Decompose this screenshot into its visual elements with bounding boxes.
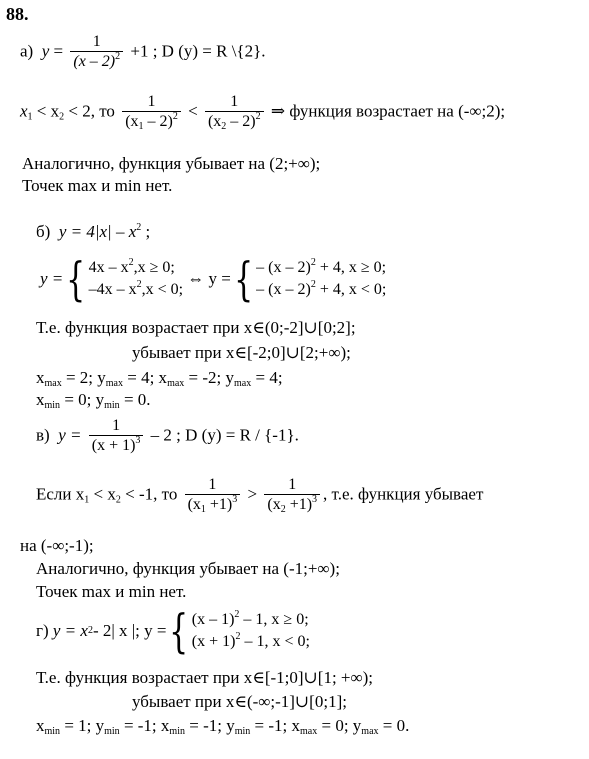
part-a-frac1: $\frac{1}{(x_1 - 2)^2}$ (122, 94, 181, 131)
part-c-interval: на (-∞;-1); (20, 536, 94, 555)
part-d-decreasing: убывает при x∈(-∞;-1]∪[0;1]; (132, 692, 347, 711)
part-a-fraction: $\frac{1}{(x - 2)^2}$ (70, 34, 123, 71)
part-c-frac1: $\frac{1}{(x_1 +1)^3}$ (185, 477, 241, 514)
part-b-system: y = { $4x - x^2,x \ge 0$; $-4x - x^2,x < 0$; ⇔ y = { – (x – 2)$^2$ + 4, x ≥ 0; – (x – 2)$^2$ + 4, x < 0; (40, 252, 387, 306)
part-a-label: а) (20, 41, 34, 61)
part-d-cases: (x – 1)$^2$ – 1, x ≥ 0; $(x + 1)^2 - 1$, x < 0; (191, 609, 310, 650)
part-b-min: $x_{min} = 0$; $y_{min} = 0$. (36, 390, 151, 411)
part-a-comparison: $x_1 < x_2 < 2$, то $\frac{1}{(x_1 - 2)^2}$ < $\frac{1}{(x_2 - 2)^2}$ ⇒ функция возрастает на (-∞;2); (20, 93, 506, 132)
part-c-none: Точек max и min нет. (36, 582, 187, 601)
part-c-frac2: $\frac{1}{(x_2 +1)^3}$ (264, 477, 320, 514)
problem-number: 88. (6, 4, 29, 24)
part-b-cases-left: $4x - x^2,x \ge 0$; $-4x - x^2,x < 0$; (88, 257, 184, 298)
part-b-max: $x_{max} = 2$; $y_{max} = 4$; $x_{max} = -2$; $y_{max} = 4$; (36, 368, 283, 389)
part-a-line4: Точек max и min нет. (22, 176, 173, 195)
part-d-extrema: $x_{min} = 1$; $y_{min} = -1$; $x_{min} = -1$; $y_{min} = -1$; $x_{max} = 0$; $y_{max} = 0$. (36, 716, 410, 737)
part-b-definition: б) $y = 4|x| - x^2$ ; (36, 222, 151, 241)
part-a-frac2: $\frac{1}{(x_2 - 2)^2}$ (205, 94, 264, 131)
part-c-comparison: Если $x_1 < x_2 < -1$, то $\frac{1}{(x_1 +1)^3}$ > $\frac{1}{(x_2 +1)^3}$ , т.е. функция убывает (36, 476, 484, 515)
part-b-increasing: Т.е. функция возрастает при x∈(0;-2]∪[0;2]; (36, 318, 356, 337)
part-c-analog: Аналогично, функция убывает на (-1;+∞); (36, 559, 340, 578)
part-d-increasing: Т.е. функция возрастает при x∈[-1;0]∪[1; +∞); (36, 668, 374, 687)
part-b-cases-right: – (x – 2)$^2$ + 4, x ≥ 0; – (x – 2)$^2$ + 4, x < 0; (256, 257, 387, 298)
part-d-system: г) y = x 2 - 2| x |; y = { (x – 1)$^2$ – 1, x ≥ 0; $(x + 1)^2 - 1$, x < 0; (36, 604, 310, 658)
part-a-definition: а) y = $\frac{1}{(x - 2)^2}$ +1 ; D (y) = R \{2}. (20, 33, 266, 70)
part-a-line3: Аналогично, функция убывает на (2;+∞); (22, 154, 321, 173)
part-c-fraction: $\frac{1}{(x + 1)^3}$ (89, 418, 144, 455)
part-c-definition: в) y = $\frac{1}{(x + 1)^3}$ – 2 ; D (y) = R / {-1}. (36, 417, 299, 454)
part-b-decreasing: убывает при x∈[-2;0]∪[2;+∞); (132, 343, 351, 362)
